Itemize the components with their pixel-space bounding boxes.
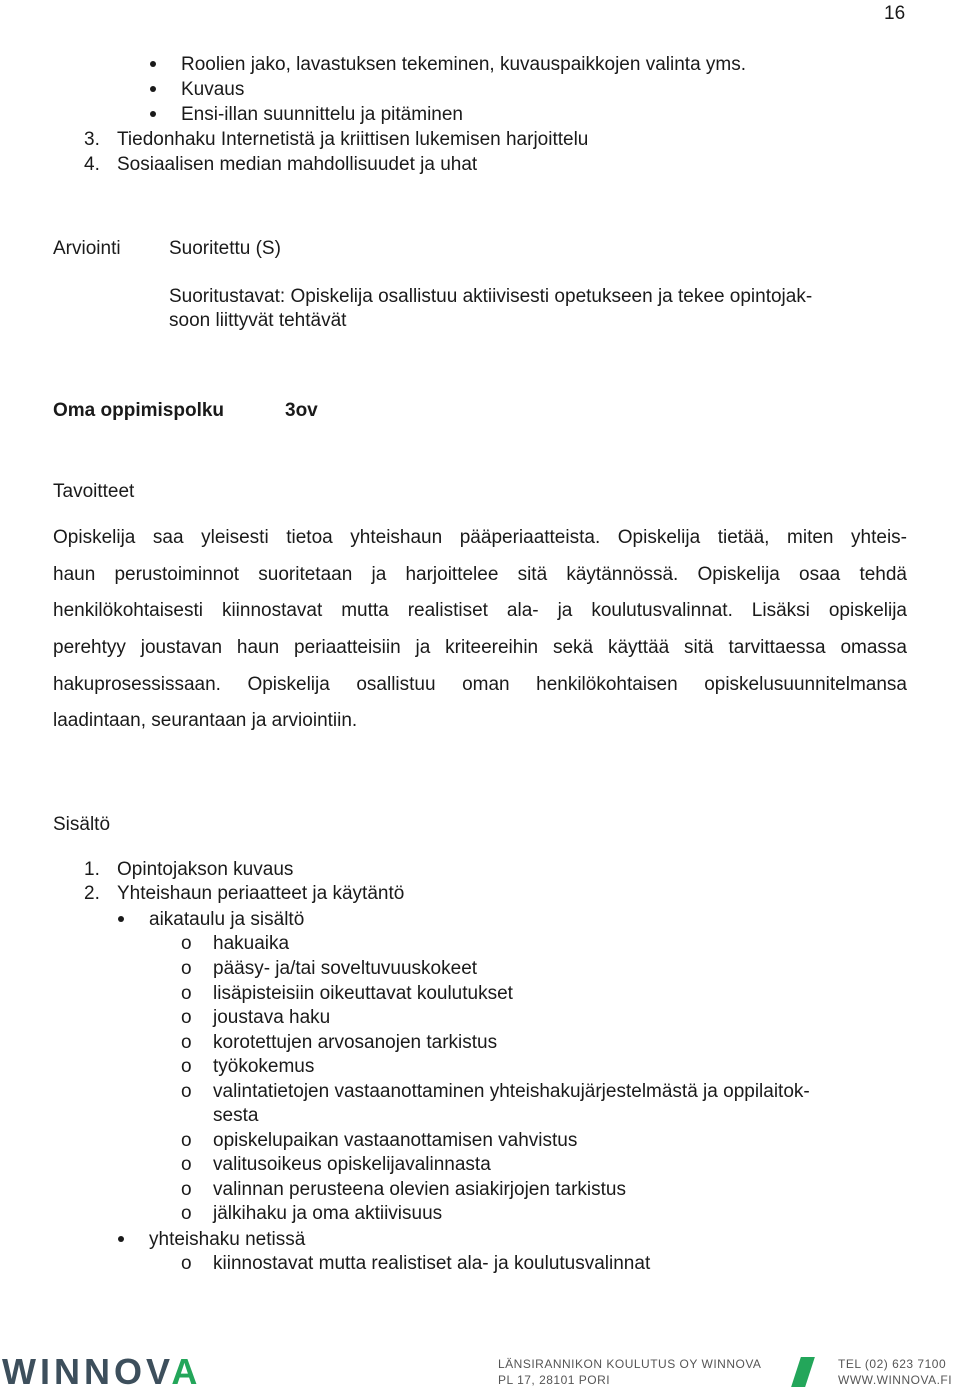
sub-marker: o bbox=[181, 1056, 192, 1077]
footer-org-line1: LÄNSIRANNIKON KOULUTUS OY WINNOVA bbox=[498, 1357, 762, 1371]
brand-slash-icon bbox=[791, 1357, 815, 1387]
sub-item: opiskelupaikan vastaanottamisen vahvistus bbox=[213, 1130, 578, 1151]
sub-marker: o bbox=[181, 1032, 192, 1053]
sub-item: jälkihaku ja oma aktiivisuus bbox=[213, 1203, 443, 1224]
list-item: aikataulu ja sisältö bbox=[149, 909, 305, 930]
logo-mid: INNOV bbox=[39, 1351, 172, 1392]
sub-item: lisäpisteisiin oikeuttavat koulutukset bbox=[213, 983, 513, 1004]
sub-item-continuation: sesta bbox=[213, 1105, 259, 1126]
arviointi-method-line2: soon liittyvät tehtävät bbox=[169, 310, 347, 331]
arviointi-label: Arviointi bbox=[53, 238, 121, 259]
logo-w: W bbox=[2, 1351, 40, 1392]
sisalto-heading: Sisältö bbox=[53, 814, 111, 835]
sub-marker: o bbox=[181, 1007, 192, 1028]
bullet-dot bbox=[118, 1236, 124, 1242]
sub-item: hakuaika bbox=[213, 933, 290, 954]
list-number: 4. bbox=[84, 154, 100, 175]
logo-a: A bbox=[171, 1351, 202, 1392]
sub-marker: o bbox=[181, 983, 192, 1004]
winnova-logo bbox=[2, 1352, 201, 1392]
list-item: Sosiaalisen median mahdollisuudet ja uhat bbox=[117, 154, 478, 175]
sub-marker: o bbox=[181, 1081, 192, 1102]
paragraph-line: Opiskelija saa yleisesti tietoa yhteishaun pääperiaatteista. Opiskelija tietää, miten yhteis- bbox=[53, 527, 907, 548]
list-item: Yhteishaun periaatteet ja käytäntö bbox=[117, 883, 405, 904]
list-number: 2. bbox=[84, 883, 100, 904]
list-item: Roolien jako, lavastuksen tekeminen, kuvauspaikkojen valinta yms. bbox=[181, 54, 747, 75]
sub-item: valitusoikeus opiskelijavalinnasta bbox=[213, 1154, 491, 1175]
sub-item: työkokemus bbox=[213, 1056, 315, 1077]
sub-marker: o bbox=[181, 1179, 192, 1200]
paragraph-line: laadintaan, seurantaan ja arviointiin. bbox=[53, 710, 358, 731]
paragraph-line: henkilökohtaisesti kiinnostavat mutta realistiset ala- ja koulutusvalinnat. Lisäksi opiskelija bbox=[53, 600, 907, 621]
sub-item: kiinnostavat mutta realistiset ala- ja koulutusvalinnat bbox=[213, 1253, 651, 1274]
paragraph-line: perehtyy joustavan haun periaatteisiin ja kriteereihin sekä käyttää sitä tarvittaessa omassa bbox=[53, 637, 907, 658]
arviointi-method-line1: Suoritustavat: Opiskelija osallistuu aktiivisesti opetukseen ja tekee opintojak- bbox=[169, 286, 813, 307]
bullet-dot bbox=[118, 916, 124, 922]
bullet-dot bbox=[150, 86, 156, 92]
sub-marker: o bbox=[181, 933, 192, 954]
paragraph-line: hakuprosessissaan. Opiskelija osallistuu oman henkilökohtaisen opiskelusuunnitelmansa bbox=[53, 674, 907, 695]
list-item: yhteishaku netissä bbox=[149, 1229, 306, 1250]
sub-item: pääsy- ja/tai soveltuvuuskokeet bbox=[213, 958, 478, 979]
sub-item: joustava haku bbox=[213, 1007, 331, 1028]
page-number: 16 bbox=[884, 3, 906, 24]
list-item: Ensi-illan suunnittelu ja pitäminen bbox=[181, 104, 463, 125]
list-number: 3. bbox=[84, 129, 100, 150]
sub-item: valintatietojen vastaanottaminen yhteishakujärjestelmästä ja oppilaitok- bbox=[213, 1081, 810, 1102]
sub-marker: o bbox=[181, 958, 192, 979]
sub-item: valinnan perusteena olevien asiakirjojen tarkistus bbox=[213, 1179, 626, 1200]
sub-marker: o bbox=[181, 1253, 192, 1274]
tavoitteet-heading: Tavoitteet bbox=[53, 481, 135, 502]
sub-marker: o bbox=[181, 1130, 192, 1151]
list-item: Kuvaus bbox=[181, 79, 245, 100]
bullet-dot bbox=[150, 111, 156, 117]
paragraph-line: haun perustoiminnot suoritetaan ja harjoittelee sitä käytännössä. Opiskelija osaa tehdä bbox=[53, 564, 907, 585]
sub-marker: o bbox=[181, 1203, 192, 1224]
footer-phone: TEL (02) 623 7100 bbox=[838, 1357, 947, 1371]
course-title: Oma oppimispolku bbox=[53, 400, 225, 421]
list-item: Tiedonhaku Internetistä ja kriittisen lukemisen harjoittelu bbox=[117, 129, 589, 150]
list-number: 1. bbox=[84, 859, 100, 880]
course-credits: 3ov bbox=[285, 400, 318, 421]
sub-marker: o bbox=[181, 1154, 192, 1175]
bullet-dot bbox=[150, 61, 156, 67]
list-item: Opintojakson kuvaus bbox=[117, 859, 294, 880]
arviointi-grade: Suoritettu (S) bbox=[169, 238, 281, 259]
footer-org-line2: PL 17, 28101 PORI bbox=[498, 1373, 611, 1387]
sub-item: korotettujen arvosanojen tarkistus bbox=[213, 1032, 498, 1053]
footer-website: WWW.WINNOVA.FI bbox=[838, 1373, 953, 1387]
